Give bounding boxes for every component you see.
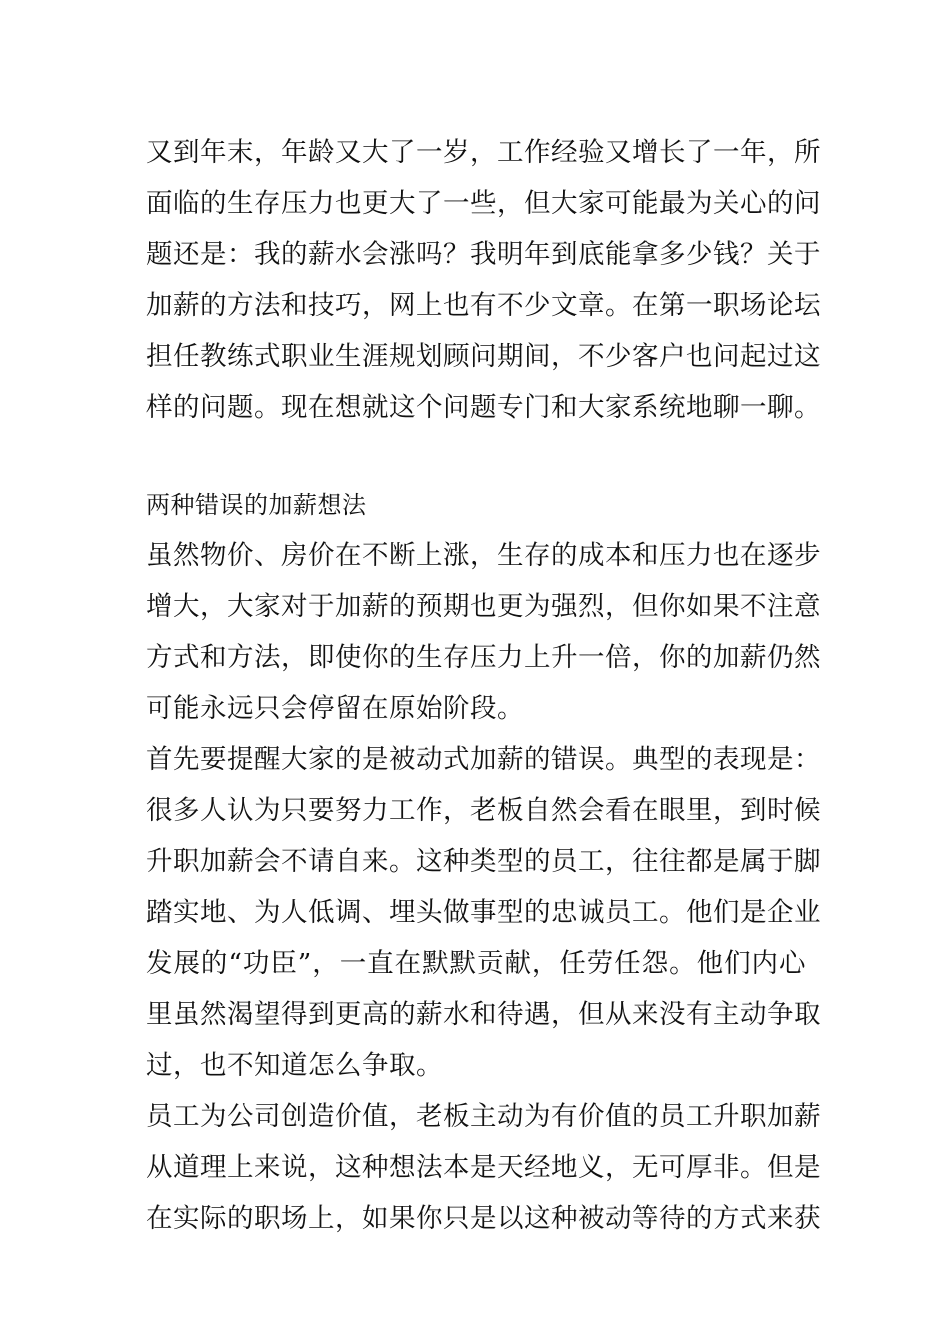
text-line: 可能永远只会停留在原始阶段。 [146,693,524,724]
text-line: 题还是：我的薪水会涨吗？我明年到底能拿多少钱？关于 [146,239,821,270]
text-line: 面临的生存压力也更大了一些，但大家可能最为关心的问 [146,188,821,219]
text-line: 方式和方法，即使你的生存压力上升一倍，你的加薪仍然 [146,642,821,673]
text-line: 发展的“功臣”，一直在默默贡献，任劳任怨。他们内心 [146,948,806,979]
text-line: 从道理上来说，这种想法本是天经地义，无可厚非。但是 [146,1152,821,1183]
section-heading [146,480,806,531]
text-line: 又到年末，年龄又大了一岁，工作经验又增长了一年，所 [146,137,821,168]
intro-paragraph [146,127,821,433]
text-line: 首先要提醒大家的是被动式加薪的错误。典型的表现是： [146,744,821,775]
section-heading-text: 两种错误的加薪想法 [146,491,367,519]
body-paragraphs [146,530,821,1244]
text-line: 过，也不知道怎么争取。 [146,1050,443,1081]
text-line: 加薪的方法和技巧，网上也有不少文章。在第一职场论坛 [146,290,821,321]
text-line: 升职加薪会不请自来。这种类型的员工，往往都是属于脚 [146,846,821,877]
text-line: 担任教练式职业生涯规划顾问期间，不少客户也问起过这 [146,341,821,372]
text-line: 增大，大家对于加薪的预期也更为强烈，但你如果不注意 [146,591,821,622]
text-line: 样的问题。现在想就这个问题专门和大家系统地聊一聊。 [146,392,821,423]
text-line: 在实际的职场上，如果你只是以这种被动等待的方式来获 [146,1203,821,1234]
text-line: 踏实地、为人低调、埋头做事型的忠诚员工。他们是企业 [146,897,821,928]
text-line: 员工为公司创造价值，老板主动为有价值的员工升职加薪 [146,1101,821,1132]
text-line: 里虽然渴望得到更高的薪水和待遇，但从来没有主动争取 [146,999,821,1030]
text-line: 虽然物价、房价在不断上涨，生存的成本和压力也在逐步 [146,540,821,571]
text-line: 很多人认为只要努力工作，老板自然会看在眼里，到时候 [146,795,821,826]
